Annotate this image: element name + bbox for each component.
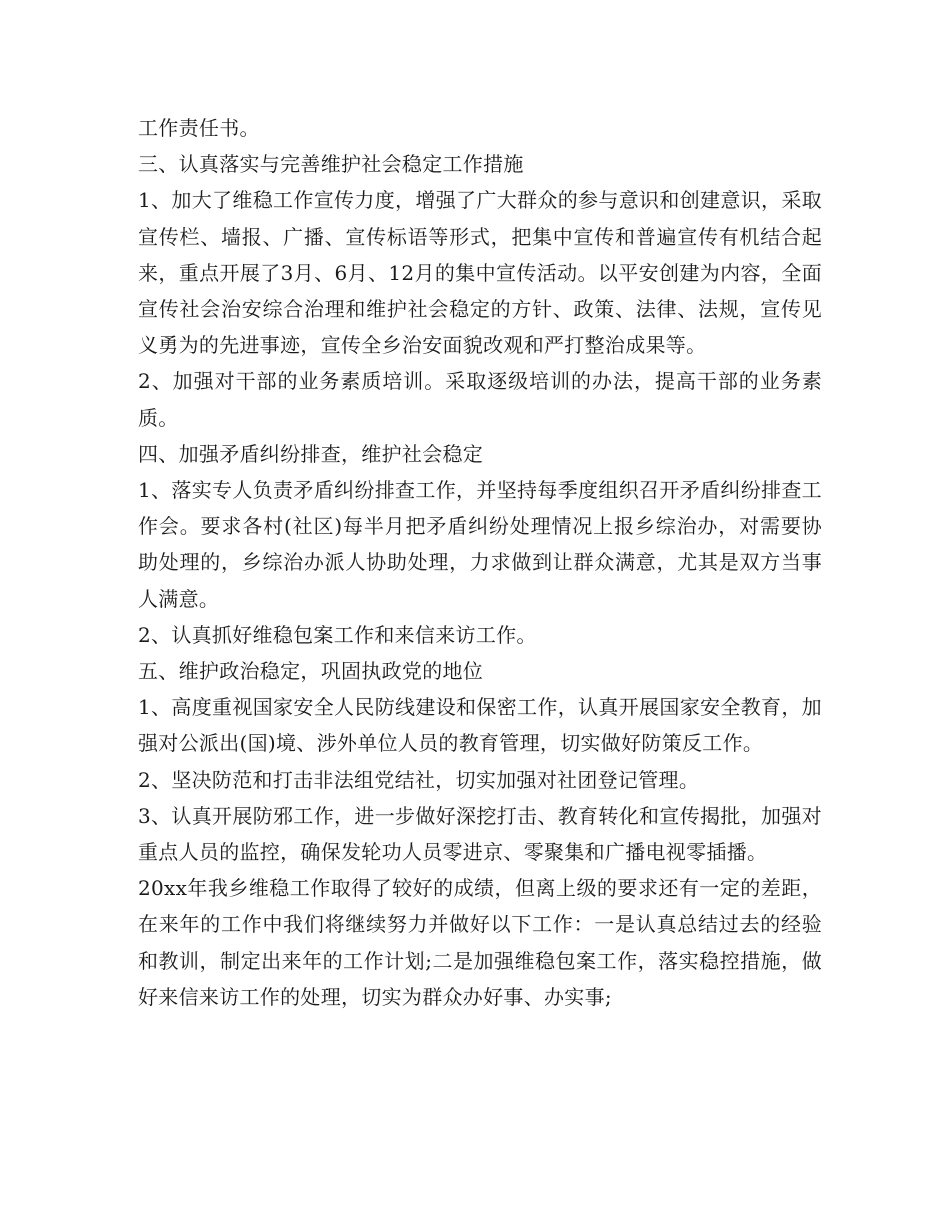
paragraph-5-2: 2、坚决防范和打击非法组党结社，切实加强对社团登记管理。	[138, 767, 700, 792]
paragraph-responsibility-letter: 工作责任书。	[138, 116, 260, 140]
paragraph-3-1: 1、加大了维稳工作宣传力度，增强了广大群众的参与意识和创建意识，采取宣传栏、墙报、广播、宣传标语等形式，把集中宣传和普遍宣传有机结合起来，重点开展了3月、6月、12月的集中宣传活动。以平安创建为内容，全面宣传社会治安综合治理和维护社会稳定的方针、政策、法律、法规，宣传见义勇为的先进事迹，宣传全乡治安面貌改观和严打整治成果等。	[138, 188, 822, 358]
paragraph-3-2: 2、加强对干部的业务素质培训。采取逐级培训的办法，提高干部的业务素质。	[138, 369, 822, 430]
heading-section-three: 三、认真落实与完善维护社会稳定工作措施	[138, 152, 524, 177]
paragraph-summary: 20xx年我乡维稳工作取得了较好的成绩，但离上级的要求还有一定的差距，在来年的工作中我们将继续努力并做好以下工作：一是认真总结过去的经验和教训，制定出来年的工作计划;二是加强维稳包案工作，落实稳控措施，做好来信来访工作的处理，切实为群众办好事、办实事;	[138, 876, 822, 1009]
paragraph-5-3: 3、认真开展防邪工作，进一步做好深挖打击、教育转化和宣传揭批，加强对重点人员的监控，确保发轮功人员零进京、零聚集和广播电视零插播。	[138, 803, 822, 865]
paragraph-4-2: 2、认真抓好维稳包案工作和来信来访工作。	[138, 622, 537, 647]
heading-section-five: 五、维护政治稳定，巩固执政党的地位	[138, 659, 484, 684]
paragraph-4-1: 1、落实专人负责矛盾纠纷排查工作，并坚持每季度组织召开矛盾纠纷排查工作会。要求各村(社区)每半月把矛盾纠纷处理情况上报乡综治办，对需要协助处理的，乡综治办派人协助处理，力求做到让群众满意，尤其是双方当事人满意。	[138, 478, 822, 611]
paragraph-5-1: 1、高度重视国家安全人民防线建设和保密工作，认真开展国家安全教育，加强对公派出(国)境、涉外单位人员的教育管理，切实做好防策反工作。	[138, 695, 822, 756]
heading-section-four: 四、加强矛盾纠纷排查，维护社会稳定	[138, 441, 484, 466]
document-body	[138, 110, 822, 1015]
